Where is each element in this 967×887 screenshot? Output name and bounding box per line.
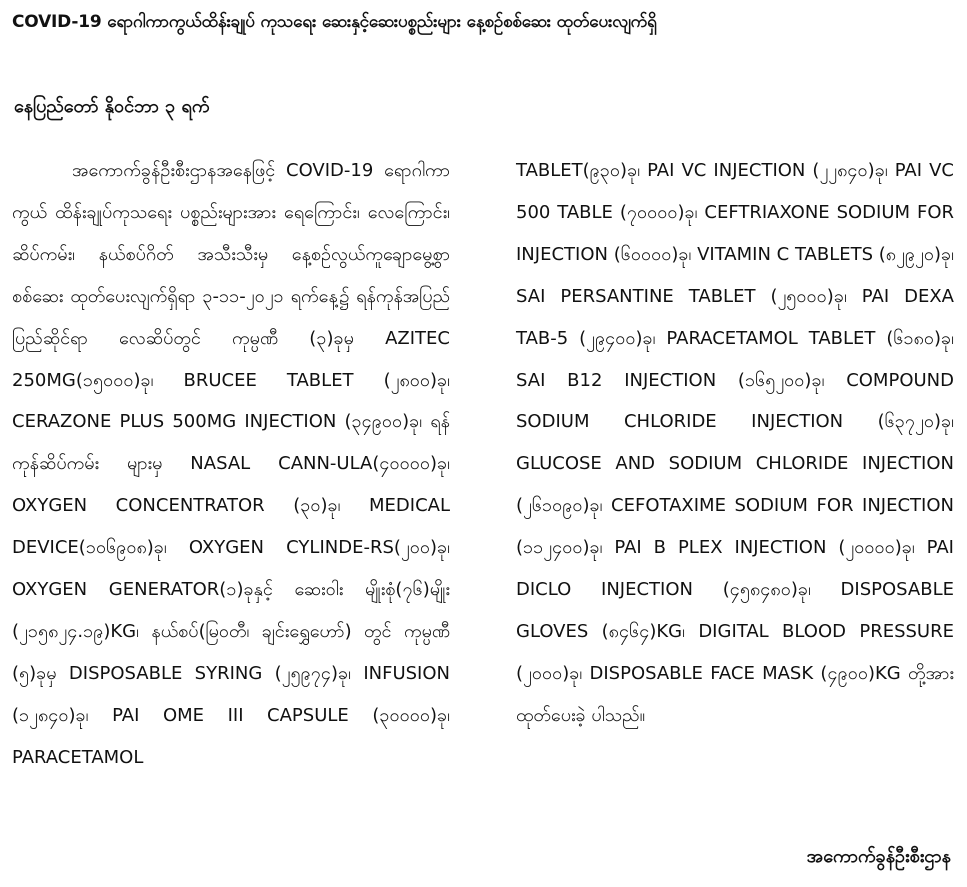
body-paragraph-left: အကောက်ခွန်ဦးစီးဌာနအနေဖြင့် COVID-19 ရောဂါကာကွယ် ထိန်းချုပ်ကုသရေး ပစ္စည်းများအား ရေကြောင်း၊ လေကြောင်း၊ ဆိပ်ကမ်း၊ နယ်စပ်ဂိတ် အသီးသီးမှ နေ့စဉ်လွယ်ကူချောမွေ့စွာ စစ်ဆေး ထုတ်ပေးလျက်ရှိရာ ၃-၁၁-၂၀၂၁ ရက်နေ့၌ ရန်ကုန်အပြည်ပြည်ဆိုင်ရာ လေဆိပ်တွင် ကုမ္ပဏီ (၃)ခုမှ AZITEC 250MG(၁၅၀၀၀)ခု၊ BRUCEE TABLET (၂၈၀၀)ခု၊ CERAZONE PLUS 500MG INJECTION (၃၄၉၀၀)ခု၊ ရန်ကုန်ဆိပ်ကမ်း များမှ NASAL CANN-ULA(၄၀၀၀၀)ခု၊ OXYGEN CONCENTRATOR (၃၀)ခု၊ MEDICAL DEVICE(၁၀၆၉၀၈)ခု၊ OXYGEN CYLINDE-RS(၂၀၀)ခု၊ OXYGEN GENERATOR(၁)ခုနှင့် ဆေးဝါး မျိုးစုံ(၇၆)မျိုး (၂၁၅၈၂၄.၁၉)KG၊ နယ်စပ်(မြဝတီ၊ ချင်းရွှေဟော်) တွင် ကုမ္ပဏီ (၅)ခုမှ DISPOSABLE SYRING (၂၅၉၇၄)ခု၊ INFUSION (၁၂၈၄၀)ခု၊ PAI OME III CAPSULE (၃၀၀၀၀)ခု၊ PARACETAMOL — [12, 160, 450, 768]
body-column-right — [516, 150, 954, 737]
body-paragraph-right: TABLET(၉၃၀)ခု၊ PAI VC INJECTION (၂၂၈၄၀)ခု၊ PAI VC 500 TABLE (၇၀၀၀၀)ခု၊ CEFTRIAXONE SODIUM FOR INJECTION (၆၀၀၀၀)ခု၊ VITAMIN C TABLETS (၈၂၉၂၀)ခု၊ SAI PERSANTINE TABLET (၂၅၀၀၀)ခု၊ PAI DEXA TAB-5 (၂၉၄၀၀)ခု၊ PARACETAMOL TABLET (၆၁၈၀)ခု၊ SAI B12 INJECTION (၁၆၅၂၀၀)ခု၊ COMPOUND SODIUM CHLORIDE INJECTION (၆၃၇၂၀)ခု၊ GLUCOSE AND SODIUM CHLORIDE INJECTION (၂၆၁၀၉၀)ခု၊ CEFOTAXIME SODIUM FOR INJECTION (၁၁၂၄၀၀)ခု၊ PAI B PLEX INJECTION (၂၀၀၀၀)ခု၊ PAI DICLO INJECTION (၄၅၈၄၈၀)ခု၊ DISPOSABLE GLOVES (၈၄၆၄)KG၊ DIGITAL BLOOD PRESSURE (၂၀၀၀)ခု၊ DISPOSABLE FACE MASK (၄၉၀၀)KG တို့အား ထုတ်ပေးခဲ့ ပါသည်။ — [516, 160, 954, 726]
headline: COVID-19 ရောဂါကာကွယ်ထိန်းချုပ် ကုသရေး ဆေးနှင့်ဆေးပစ္စည်းများ နေ့စဉ်စစ်ဆေး ထုတ်ပေးလျက်ရှိ — [12, 12, 657, 32]
dateline: နေပြည်တော် နိုဝင်ဘာ ၃ ရက် — [14, 96, 210, 117]
signature: အကောက်ခွန်ဦးစီးဌာန — [806, 846, 951, 867]
body-column-left — [12, 150, 450, 779]
